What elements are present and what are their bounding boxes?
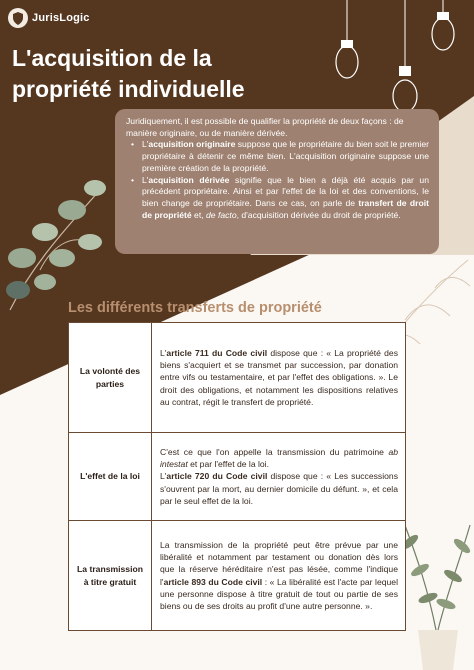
row-head: La volonté des parties — [69, 323, 152, 433]
brand-logo — [8, 8, 90, 28]
intro-box — [115, 109, 439, 254]
eucalyptus-branch-icon — [0, 150, 115, 315]
row-body: C'est ce que l'on appelle la transmission du patrimoine ab intestat et par l'effet de la loi. L'article 720 du Code civil dispose que : « Les successions s'ouvrent par la mort, au dernier domicile du défunt. », et cela par le seul effet de la loi. — [152, 433, 406, 521]
intro-lead: Juridiquement, il est possible de qualifier la propriété de deux façons : de manière originaire, ou de manière dérivée. — [126, 116, 404, 138]
hanging-bulbs-icon — [325, 0, 474, 118]
table-row — [69, 521, 406, 631]
article-ref: article 893 du Code civil — [163, 576, 263, 587]
list-item: • L'acquisition dérivée signifie que le bien a déjà été acquis par un précédent propriétaire. Ainsi et par l'effet de la loi et des conventions, le bien change de propriétaire. Dans ce cas, on parle de transfert de droit de propriété et, de facto, d'acquisition dérivée du droit de propriété. — [136, 175, 429, 222]
list-item: • L'acquisition originaire suppose que le propriétaire du bien soit le premier propriétaire à détenir ce même bien. L'acquisition originaire suppose une première création de la propriété. — [136, 139, 429, 174]
term-transfert: transfert de droit de propriété — [142, 197, 429, 220]
term-acquisition-derivee: acquisition dérivée — [148, 174, 230, 185]
table-row — [69, 323, 406, 433]
article-ref: article 711 du Code civil — [166, 347, 268, 358]
row-body: La transmission de la propriété peut être prévue par une libéralité et notamment par testament ou donation dès lors que la réserve héréditaire n'est pas lésée, comme l'indique l'article 893 du Code civil : « La libéralité est l'acte par lequel une personne dispose à titre gratuit de tout ou partie de ses biens ou de ses droits au profit d'une autre personne. ». — [152, 521, 406, 631]
shield-logo-icon — [8, 8, 28, 28]
table-row — [69, 433, 406, 521]
section-title: Les différents transferts de propriété — [68, 300, 322, 316]
intro-list — [136, 139, 429, 221]
row-head: L'effet de la loi — [69, 433, 152, 521]
row-body: L'article 711 du Code civil dispose que : « La propriété des biens s'acquiert et se transmet par succession, par donation entre vifs ou testamentaire, et par l'effet des obligations. ». Le droit des obligations, et notamment les dispositions relatives au contrat, régit le transfert de propriété. — [152, 323, 406, 433]
page-title: L'acquisition de la propriété individuelle — [12, 45, 245, 102]
article-ref: article 720 du Code civil — [166, 471, 268, 482]
term-acquisition-originaire: acquisition originaire — [148, 139, 236, 150]
potted-plant-icon — [398, 500, 474, 670]
transfers-table — [68, 322, 406, 631]
brand-name: JurisLogic — [32, 12, 90, 24]
row-head: La transmission à titre gratuit — [69, 521, 152, 631]
